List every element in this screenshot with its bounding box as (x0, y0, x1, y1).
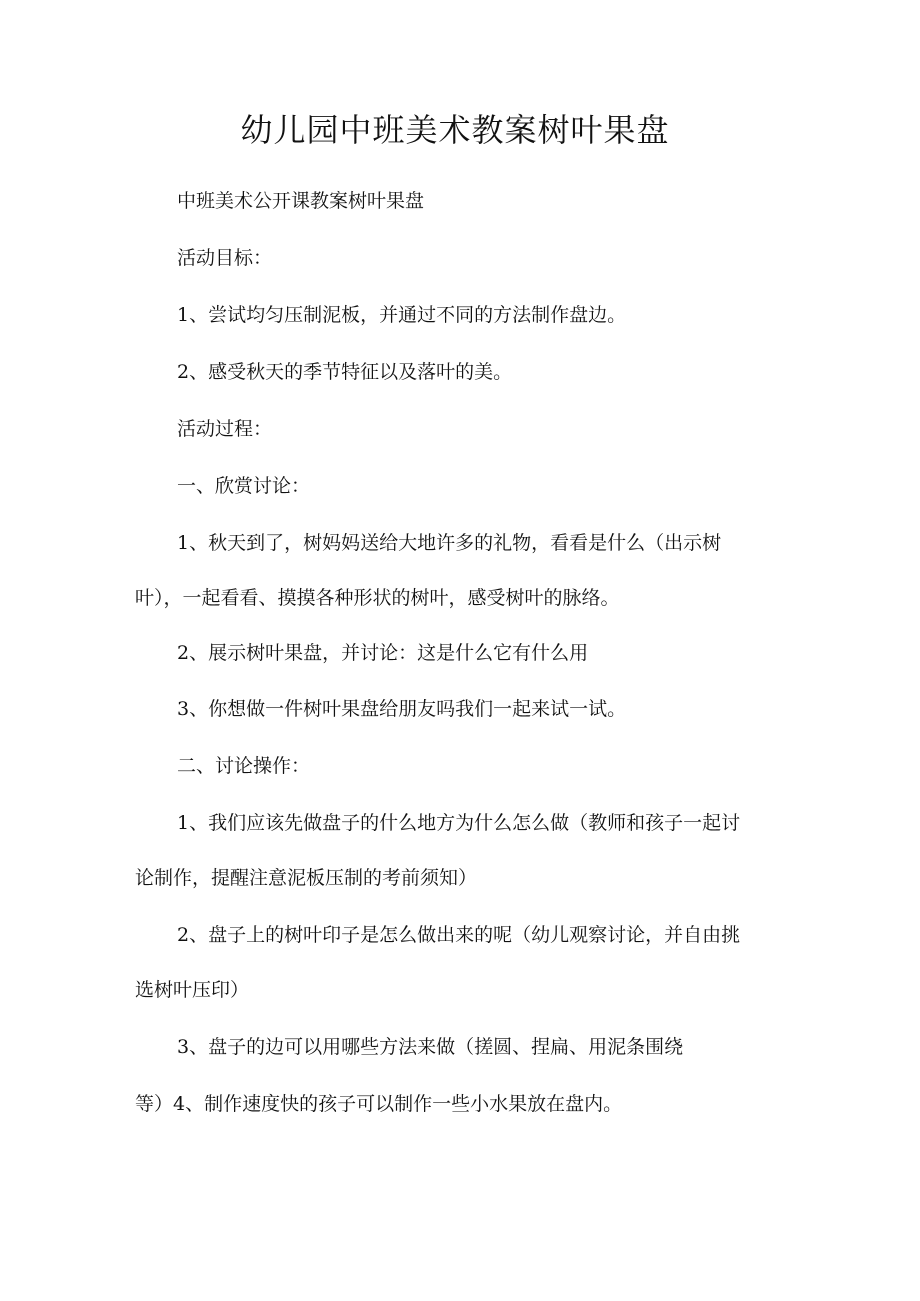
text-line-step-1-3: 3、你想做一件树叶果盘给朋友吗我们一起来试一试。 (177, 698, 627, 720)
text-line-step-2-1b: 论制作，提醒注意泥板压制的考前须知） (135, 867, 478, 889)
text-line-section-2: 二、讨论操作： (177, 755, 311, 777)
text-line-step-1-1a: 1、秋天到了，树妈妈送给大地许多的礼物，看看是什么（出示树 (177, 532, 722, 554)
text-line-step-1-2: 2、展示树叶果盘，并讨论：这是什么它有什么用 (177, 642, 589, 664)
text-line-subtitle: 中班美术公开课教案树叶果盘 (177, 190, 425, 212)
text-line-process-heading: 活动过程： (177, 418, 273, 440)
text-line-objective-1: 1、尝试均匀压制泥板，并通过不同的方法制作盘边。 (177, 304, 627, 326)
text-line-step-2-3b: 等）4、制作速度快的孩子可以制作一些小水果放在盘内。 (135, 1093, 623, 1115)
text-line-step-2-2a: 2、盘子上的树叶印子是怎么做出来的呢（幼儿观察讨论，并自由挑 (177, 924, 741, 946)
text-line-step-1-1b: 叶），一起看看、摸摸各种形状的树叶，感受树叶的脉络。 (135, 587, 620, 609)
document-title: 幼儿园中班美术教案树叶果盘 (240, 111, 670, 149)
text-line-step-2-2b: 选树叶压印） (135, 979, 250, 1001)
text-line-objectives-heading: 活动目标： (177, 247, 273, 269)
text-line-step-2-1a: 1、我们应该先做盘子的什么地方为什么怎么做（教师和孩子一起讨 (177, 812, 741, 834)
text-line-step-2-3a: 3、盘子的边可以用哪些方法来做（搓圆、捏扁、用泥条围绕 (177, 1036, 684, 1058)
text-line-section-1: 一、欣赏讨论： (177, 475, 311, 497)
text-line-objective-2: 2、感受秋天的季节特征以及落叶的美。 (177, 361, 513, 383)
